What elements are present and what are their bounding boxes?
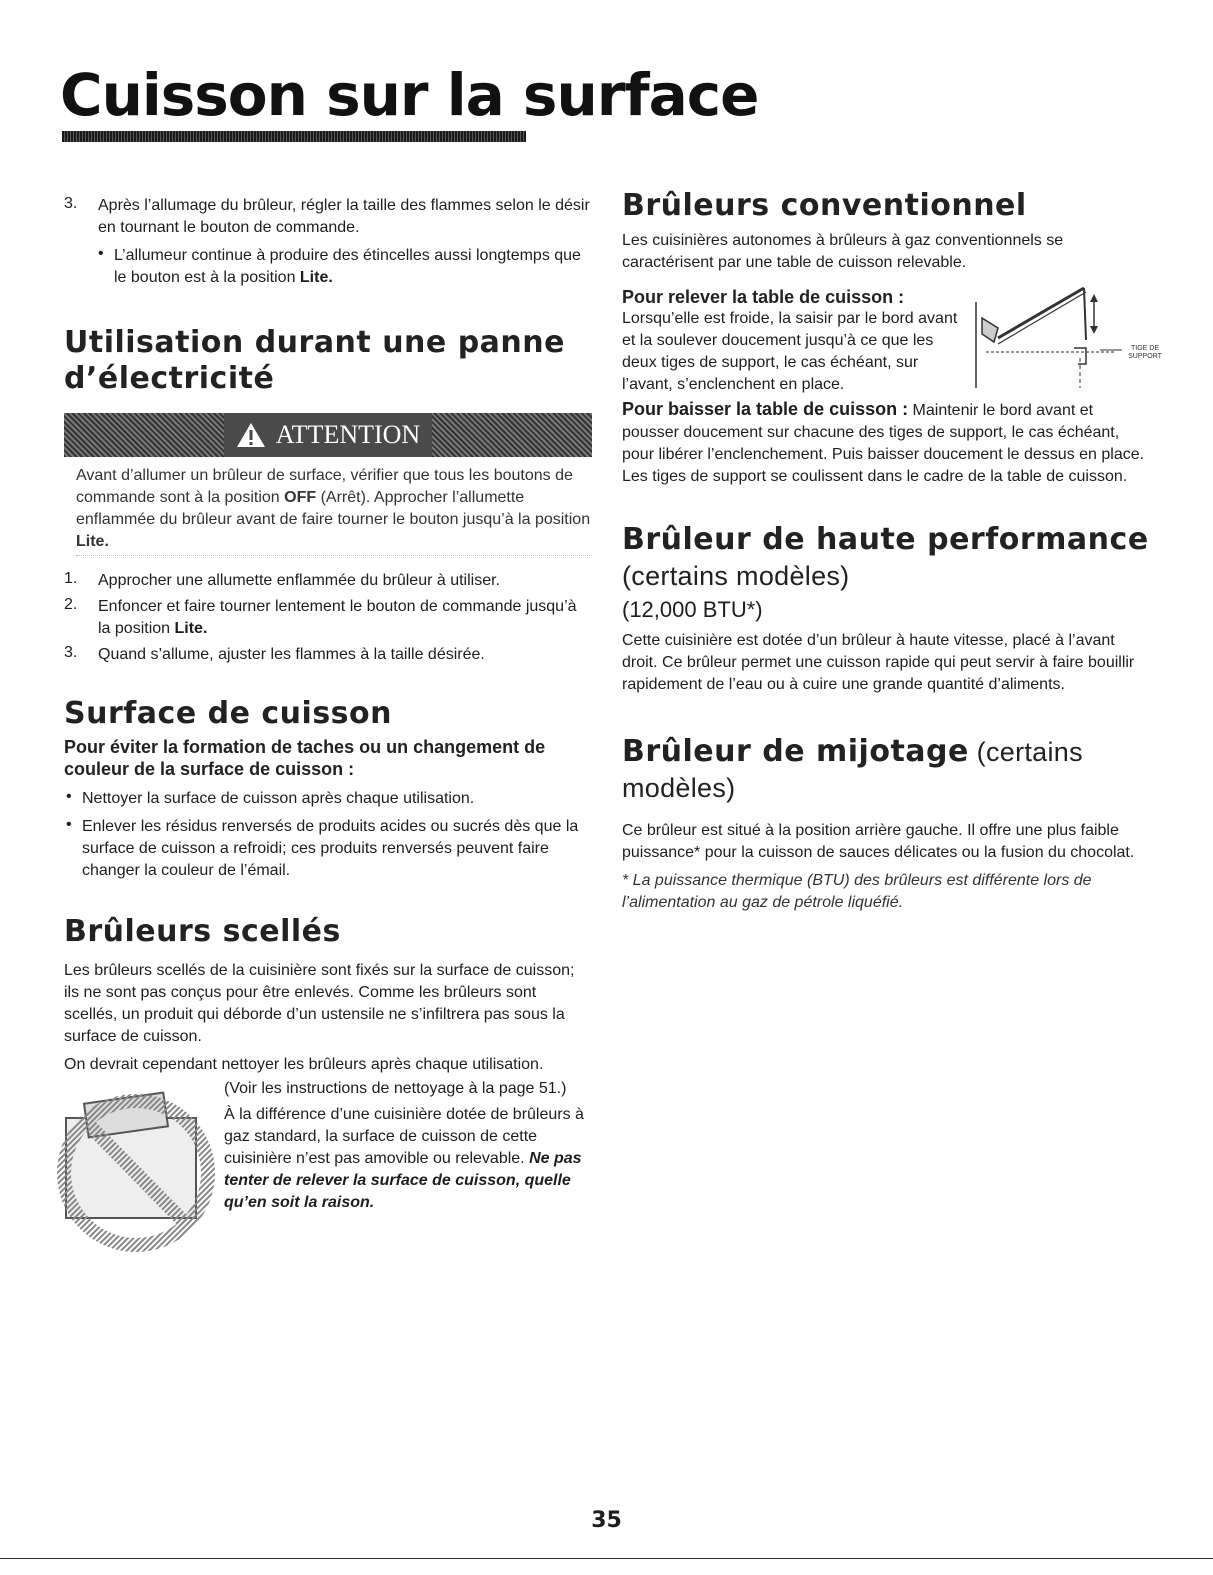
step-number: 3. (64, 195, 78, 212)
sealed-clean-text: On devrait cependant nettoyer les brûleurs après chaque utilisation. (64, 1056, 544, 1073)
surface-heading: Surface de cuisson (64, 696, 392, 731)
sealed-reference: (Voir les instructions de nettoyage à la page 51.) (224, 1080, 567, 1097)
raise-block (622, 286, 1162, 393)
bottom-rule (0, 1558, 1213, 1559)
surface-bullets (64, 788, 592, 882)
btu-footnote: * La puissance thermique (BTU) des brûleurs est différente lors de l’alimentation au gaz de pétrole liquéfié. (622, 872, 1092, 911)
list-item: 2. Enfoncer et faire tourner lentement le bouton de commande jusqu’à la position Lite. (64, 596, 577, 637)
sealed-heading: Brûleurs scellés (64, 914, 341, 949)
list-item: 1. Approcher une allumette enflammée du brûleur à utiliser. (64, 570, 500, 589)
surface-subheading: Pour éviter la formation de taches ou un changement de couleur de la surface de cuisson : (64, 737, 546, 779)
raise-heading: Pour relever la table de cuisson : (622, 287, 905, 307)
high-perf-text: Cette cuisinière est dotée d’un brûleur à haute vitesse, placé à l’avant droit. Ce brûleur permet une cuisson rapide qui peut servir à faire bouillir rapidement de l’eau ou à cuire une grande quantité d’aliments. (622, 632, 1135, 693)
sealed-warning: À la différence d’une cuisinière dotée de brûleurs à gaz standard, la surface de cuisson de cette cuisinière n’est pas amovible ou relevable. Ne pas tenter de relever la surface de cuisson, quelle qu’en soit la raison. (224, 1106, 584, 1211)
right-column (622, 188, 1162, 914)
warning-triangle-icon (236, 422, 266, 448)
step-bullet (98, 245, 592, 289)
power-failure-steps (64, 570, 592, 666)
list-item: • Enlever les résidus renversés de produits acides ou sucrés dès que la surface de cuisson a refroidi; ces produits renversés peuvent faire changer la couleur de l’émail. (66, 816, 579, 879)
attention-text: Avant d’allumer un brûleur de surface, vérifier que tous les boutons de commande sont à la position OFF (Arrêt). Approcher l’allumette enflammée du brûleur avant de faire tourner le bouton jusqu’à la position Lite. (76, 465, 592, 556)
high-perf-btu: (12,000 BTU*) (622, 597, 763, 622)
support-rod-label: TIGE DE SUPPORT (1128, 345, 1162, 360)
step-text: Après l’allumage du brûleur, régler la taille des flammes selon le désir en tournant le bouton de commande. (98, 197, 590, 236)
lower-heading: Pour baisser la table de cuisson : (622, 399, 909, 419)
page-number: 35 (591, 1508, 622, 1533)
title-rule (62, 131, 526, 142)
bullet-text: L’allumeur continue à produire des étincelles aussi longtemps que le bouton est à la position (114, 247, 581, 286)
simmer-text: Ce brûleur est situé à la position arrière gauche. Il offre une plus faible puissance* pour la cuisson de sauces délicates ou la fusion du chocolat. (622, 822, 1135, 861)
bullet-bold: Lite. (299, 269, 333, 286)
power-failure-heading: Utilisation durant une panne d’électricité (64, 325, 565, 396)
lower-text: Pour baisser la table de cuisson : Maintenir le bord avant et pousser doucement sur chacune des tiges de support, le cas échéant, pour libérer l’enclenchement. Puis baisser doucement le dessus en place. Les tiges de support se coulissent dans le cadre de la table de cuisson. (622, 399, 1145, 485)
raise-text: Lorsqu’elle est froide, la saisir par le bord avant et la soulever doucement jusqu’à ce que les deux tiges de support, le cas échéant, sur l’avant, s’enclenchent en place. (622, 310, 958, 393)
conventional-heading: Brûleurs conventionnel (622, 188, 1027, 223)
intro-step (64, 195, 592, 289)
cooktop-lift-diagram (974, 278, 1154, 388)
sealed-figure-block (64, 1076, 592, 1262)
conventional-intro: Les cuisinières autonomes à brûleurs à gaz conventionnels se caractérisent par une table de cuisson relevable. (622, 232, 1064, 271)
list-item: • Nettoyer la surface de cuisson après chaque utilisation. (66, 788, 475, 807)
attention-banner (64, 413, 592, 457)
bullet-icon: • (98, 245, 104, 262)
list-item: 3. Quand s’allume, ajuster les flammes à la taille désirée. (64, 644, 485, 663)
page-title: Cuisson sur la surface (60, 61, 759, 129)
sealed-paragraph: Les brûleurs scellés de la cuisinière sont fixés sur la surface de cuisson; ils ne sont pas conçus pour être enlevés. Comme les brûleurs sont scellés, un produit qui déborde d’un ustensile ne s’infiltrera pas sous la surface de cuisson. (64, 962, 575, 1045)
left-column (64, 195, 592, 1262)
attention-label: ATTENTION (275, 420, 421, 449)
simmer-heading: Brûleur de mijotage (certains modèles) (622, 734, 1083, 803)
no-lift-prohibition-icon (56, 1088, 216, 1258)
high-perf-heading: Brûleur de haute performance (certains modèles) (622, 522, 1149, 591)
